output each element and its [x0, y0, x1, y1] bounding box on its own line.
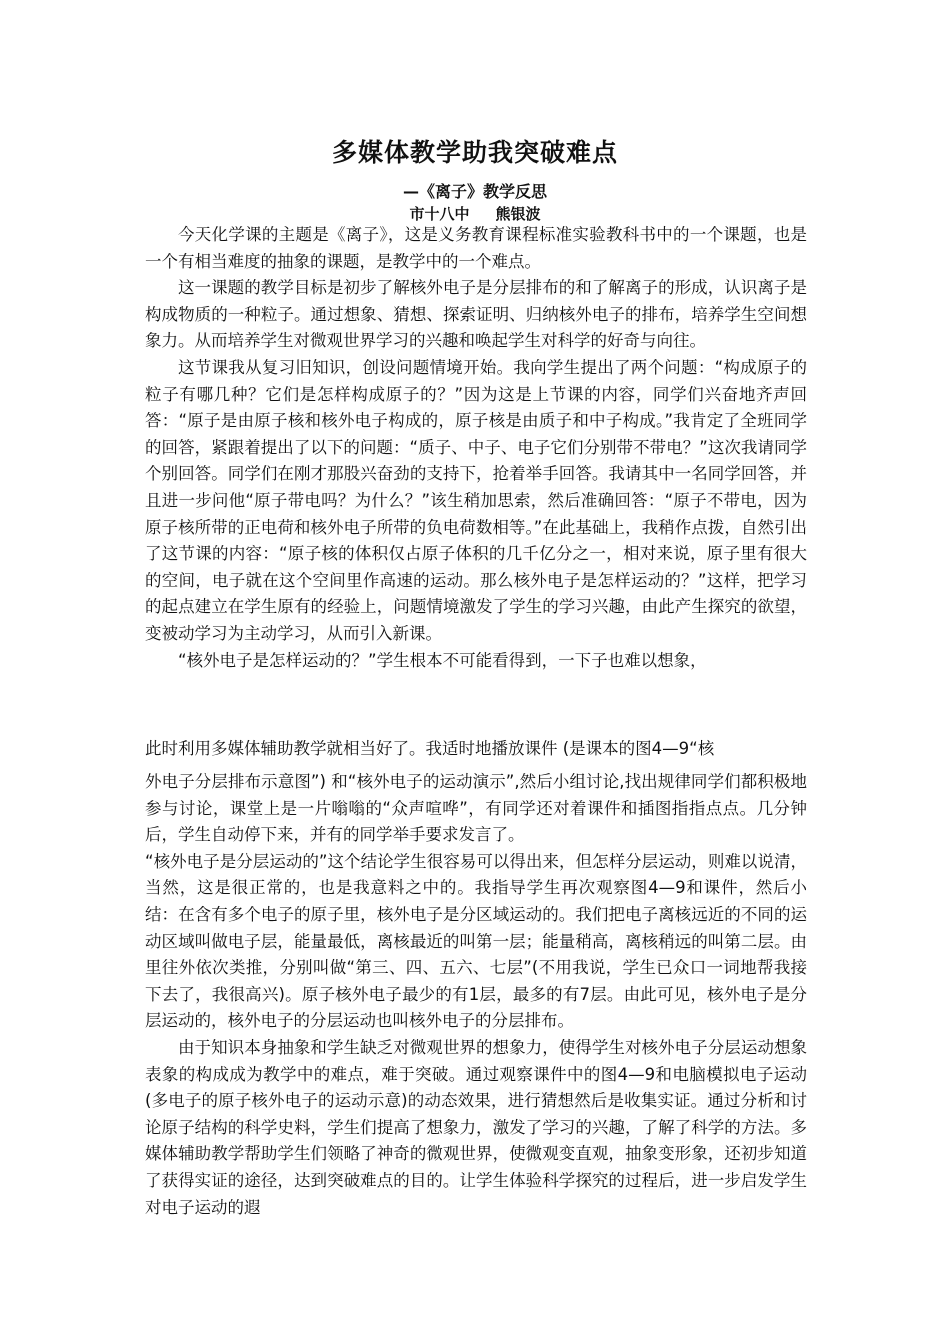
document-subtitle: —《离子》教学反思 — [402, 182, 547, 201]
author-name: 熊银波 — [495, 205, 541, 223]
body-block-2 — [145, 736, 807, 763]
paragraph: 外电子分层排布示意图”) 和“核外电子的运动演示”,然后小组讨论,找出规律同学们都积极地参与讨论，课堂上是一片嗡嗡的“众声喧哗”，有同学还对着课件和插图指指点点。几分钟后，学生自动停下来，并有的同学举手要求发言了。 — [145, 772, 807, 845]
document-title: 多媒体教学助我突破难点 — [331, 138, 618, 167]
paragraph: 由于知识本身抽象和学生缺乏对微观世界的想象力，使得学生对核外电子分层运动想象表象的构成成为教学中的难点，难于突破。通过观察课件中的图4—9和电脑模拟电子运动(多电子的原子核外电子的运动示意)的动态效果，进行猜想然后是收集实证。通过分析和讨论原子结构的科学史料，学生们提高了想象力，激发了学习的兴趣，了解了科学的方法。多媒体辅助教学帮助学生们领略了神奇的微观世界，使微观变直观，抽象变形象，还初步知道了获得实证的途径，达到突破难点的目的。让学生体验科学探究的过程后，进一步启发学生对电子运动的遐 — [145, 1037, 807, 1217]
body-block-3 — [145, 769, 807, 1221]
paragraph: 这一课题的教学目标是初步了解核外电子是分层排布的和了解离子的形成，认识离子是构成物质的一种粒子。通过想象、猜想、探索证明、归纳核外电子的排布，培养学生空间想象力。从而培养学生对微观世界学习的兴趣和唤起学生对科学的好奇与向往。 — [145, 278, 807, 351]
author-line — [0, 203, 950, 224]
body-block-1 — [145, 222, 807, 674]
paragraph: “核外电子是分层运动的”这个结论学生很容易可以得出来，但怎样分层运动，则难以说清，当然，这是很正常的，也是我意料之中的。我指导学生再次观察图4—9和课件，然后小结：在含有多个电子的原子里，核外电子是分区域运动的。我们把电子离核远近的不同的运动区域叫做电子层，能量最低，离核最近的叫第一层；能量稍高，离核稍远的叫第二层。由里往外依次类推，分别叫做“第三、四、五六、七层”(不用我说，学生已众口一词地帮我接下去了，我很高兴)。原子核外电子最少的有1层，最多的有7层。由此可见，核外电子是分层运动的，核外电子的分层运动也叫核外电子的分层排布。 — [145, 851, 807, 1031]
paragraph: 这节课我从复习旧知识，创设问题情境开始。我向学生提出了两个问题：“构成原子的粒子有哪几种？它们是怎样构成原子的？”因为这是上节课的内容，同学们兴奋地齐声回答：“原子是由原子核和核外电子构成的，原子核是由质子和中子构成。”我肯定了全班同学的回答，紧跟着提出了以下的问题：“质子、中子、电子它们分别带不带电？”这次我请同学个别回答。同学们在刚才那股兴奋劲的支持下，抢着举手回答。我请其中一名同学回答，并且进一步问他“原子带电吗？为什么？”该生稍加思索，然后准确回答：“原子不带电，因为原子核所带的正电荷和核外电子所带的负电荷数相等。”在此基础上，我稍作点拨，自然引出了这节课的内容：“原子核的体积仅占原子体积的几千亿分之一，相对来说，原子里有很大的空间，电子就在这个空间里作高速的运动。那么核外电子是怎样运动的？”这样，把学习的起点建立在学生原有的经验上，问题情境激发了学生的学习兴趣，由此产生探究的欲望，变被动学习为主动学习，从而引入新课。 — [145, 357, 807, 643]
paragraph: 今天化学课的主题是《离子》，这是义务教育课程标准实验教科书中的一个课题，也是一个有相当难度的抽象的课题，是教学中的一个难点。 — [145, 225, 807, 271]
author-school: 市十八中 — [409, 205, 470, 223]
paragraph: “核外电子是怎样运动的？”学生根本不可能看得到，一下子也难以想象， — [178, 650, 707, 670]
paragraph: 此时利用多媒体辅助教学就相当好了。我适时地播放课件 (是课本的图4—9“核 — [145, 739, 715, 758]
